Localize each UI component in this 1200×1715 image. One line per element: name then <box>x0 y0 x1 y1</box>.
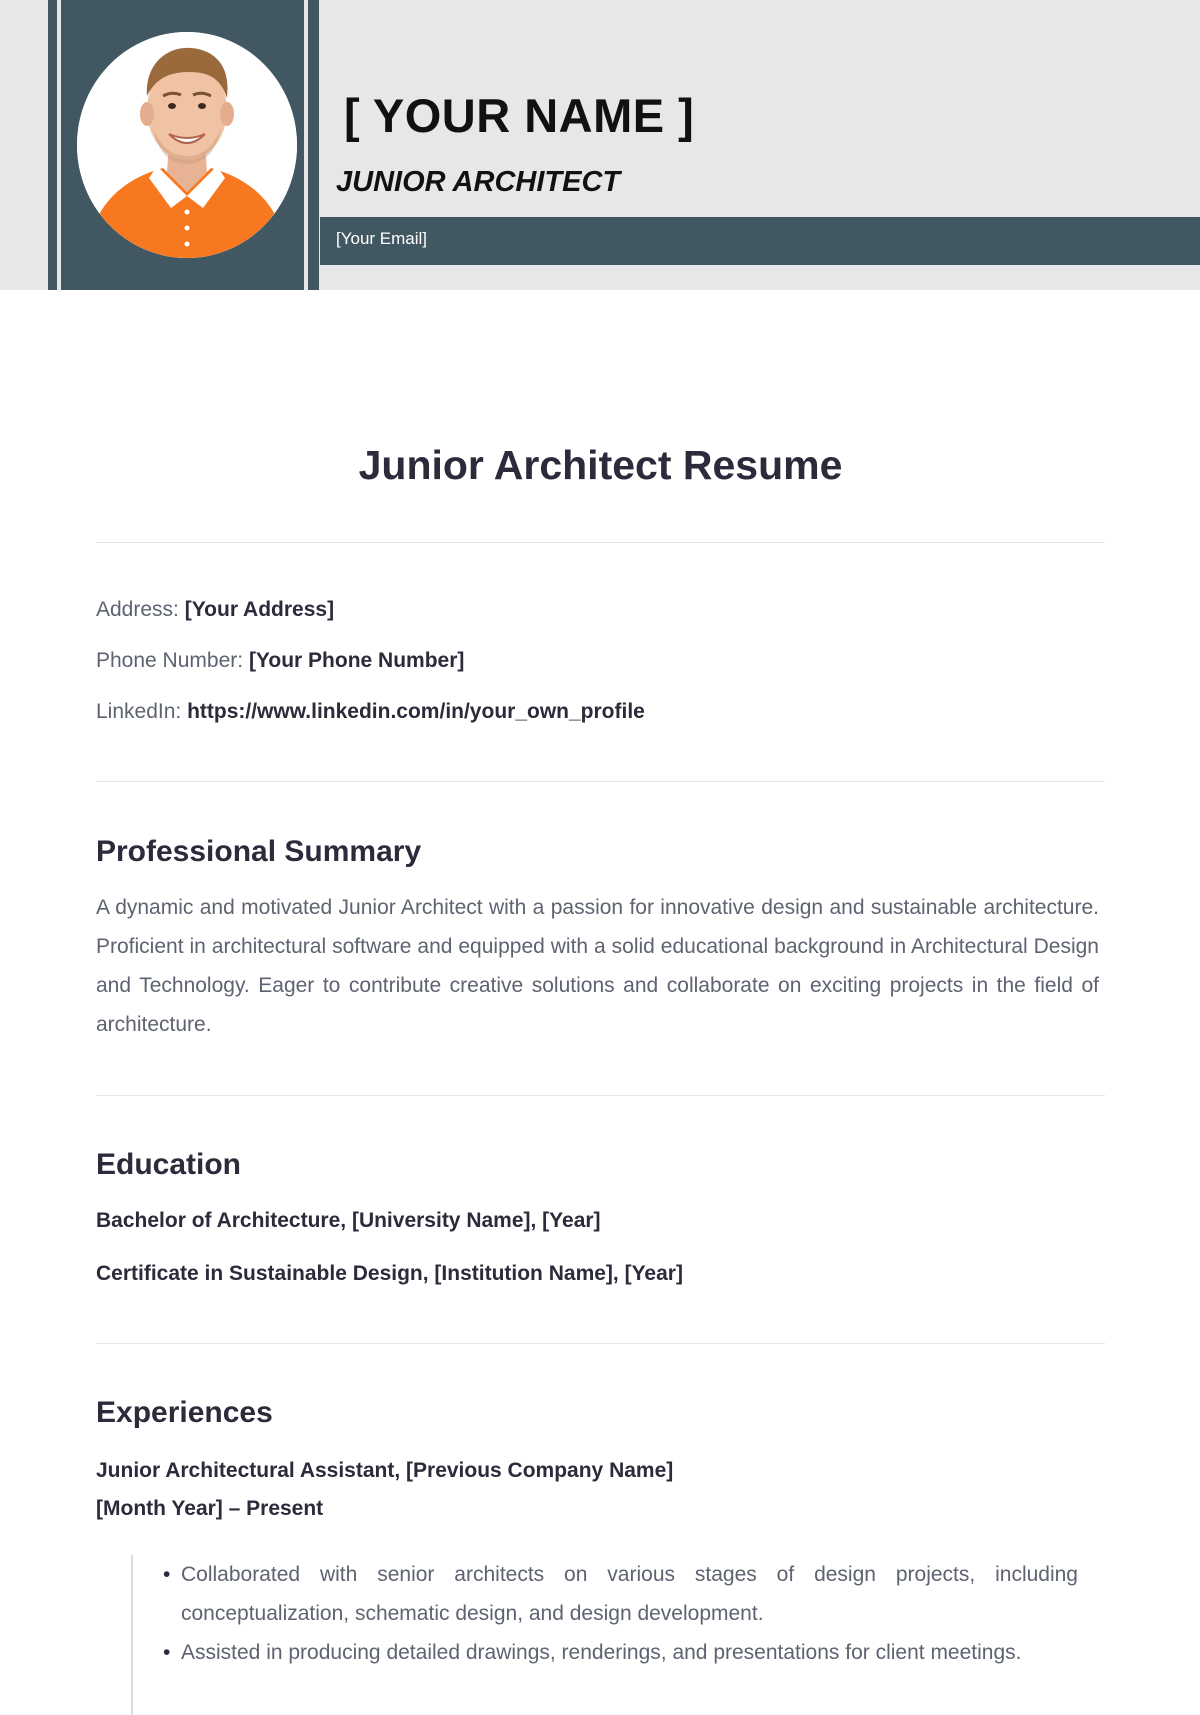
email-bar <box>320 217 1200 265</box>
education-item: Bachelor of Architecture, [University Name], [Year] <box>96 1209 601 1232</box>
avatar <box>77 32 297 258</box>
email-text: [Your Email] <box>336 229 428 248</box>
divider <box>96 781 1105 782</box>
summary-text: A dynamic and motivated Junior Architect with a passion for innovative design and sustainable architecture. Proficient in architectural software and equipped with a solid educational background in Architectural Design and Technology. Eager to contribute creative solutions and collaborate on exciting projects in the field of architecture. <box>96 896 1099 1036</box>
address-line <box>96 598 334 622</box>
phone-value: [Your Phone Number] <box>248 649 465 672</box>
phone-label: Phone Number: <box>96 649 244 672</box>
linkedin-value[interactable]: https://www.linkedin.com/in/your_own_profile <box>187 700 645 723</box>
experiences-heading: Experiences <box>96 1396 273 1429</box>
bullet-icon: • <box>163 1563 171 1586</box>
linkedin-line <box>96 700 645 724</box>
candidate-name: [ YOUR NAME ] <box>344 89 695 142</box>
experience-bullets <box>133 1555 1078 1672</box>
experience-dates: [Month Year] – Present <box>96 1497 324 1520</box>
summary-heading: Professional Summary <box>96 835 422 868</box>
experience-role: Junior Architectural Assistant, [Previous Company Name] <box>96 1459 674 1482</box>
bullet-text: Assisted in producing detailed drawings, renderings, and presentations for client meetings. <box>181 1641 1022 1664</box>
education-heading: Education <box>96 1148 242 1181</box>
resume-header <box>0 0 1200 290</box>
divider <box>96 542 1105 543</box>
experience-details <box>131 1555 1078 1715</box>
decorative-stripe <box>57 0 61 290</box>
divider <box>96 1343 1105 1344</box>
page-title: Junior Architect Resume <box>358 442 843 488</box>
address-value: [Your Address] <box>184 598 335 621</box>
list-item <box>133 1633 1078 1672</box>
bullet-icon: • <box>163 1641 171 1664</box>
person-photo-icon <box>77 32 297 258</box>
job-title: JUNIOR ARCHITECT <box>336 166 621 198</box>
decorative-stripe <box>304 0 308 290</box>
bullet-text: Collaborated with senior architects on various stages of design projects, including conceptualization, schematic design, and design development. <box>181 1563 1078 1625</box>
divider <box>96 1095 1105 1096</box>
list-item <box>133 1555 1078 1633</box>
phone-line <box>96 649 464 673</box>
education-item: Certificate in Sustainable Design, [Institution Name], [Year] <box>96 1262 683 1285</box>
linkedin-label: LinkedIn: <box>96 700 182 723</box>
address-label: Address: <box>96 598 179 621</box>
